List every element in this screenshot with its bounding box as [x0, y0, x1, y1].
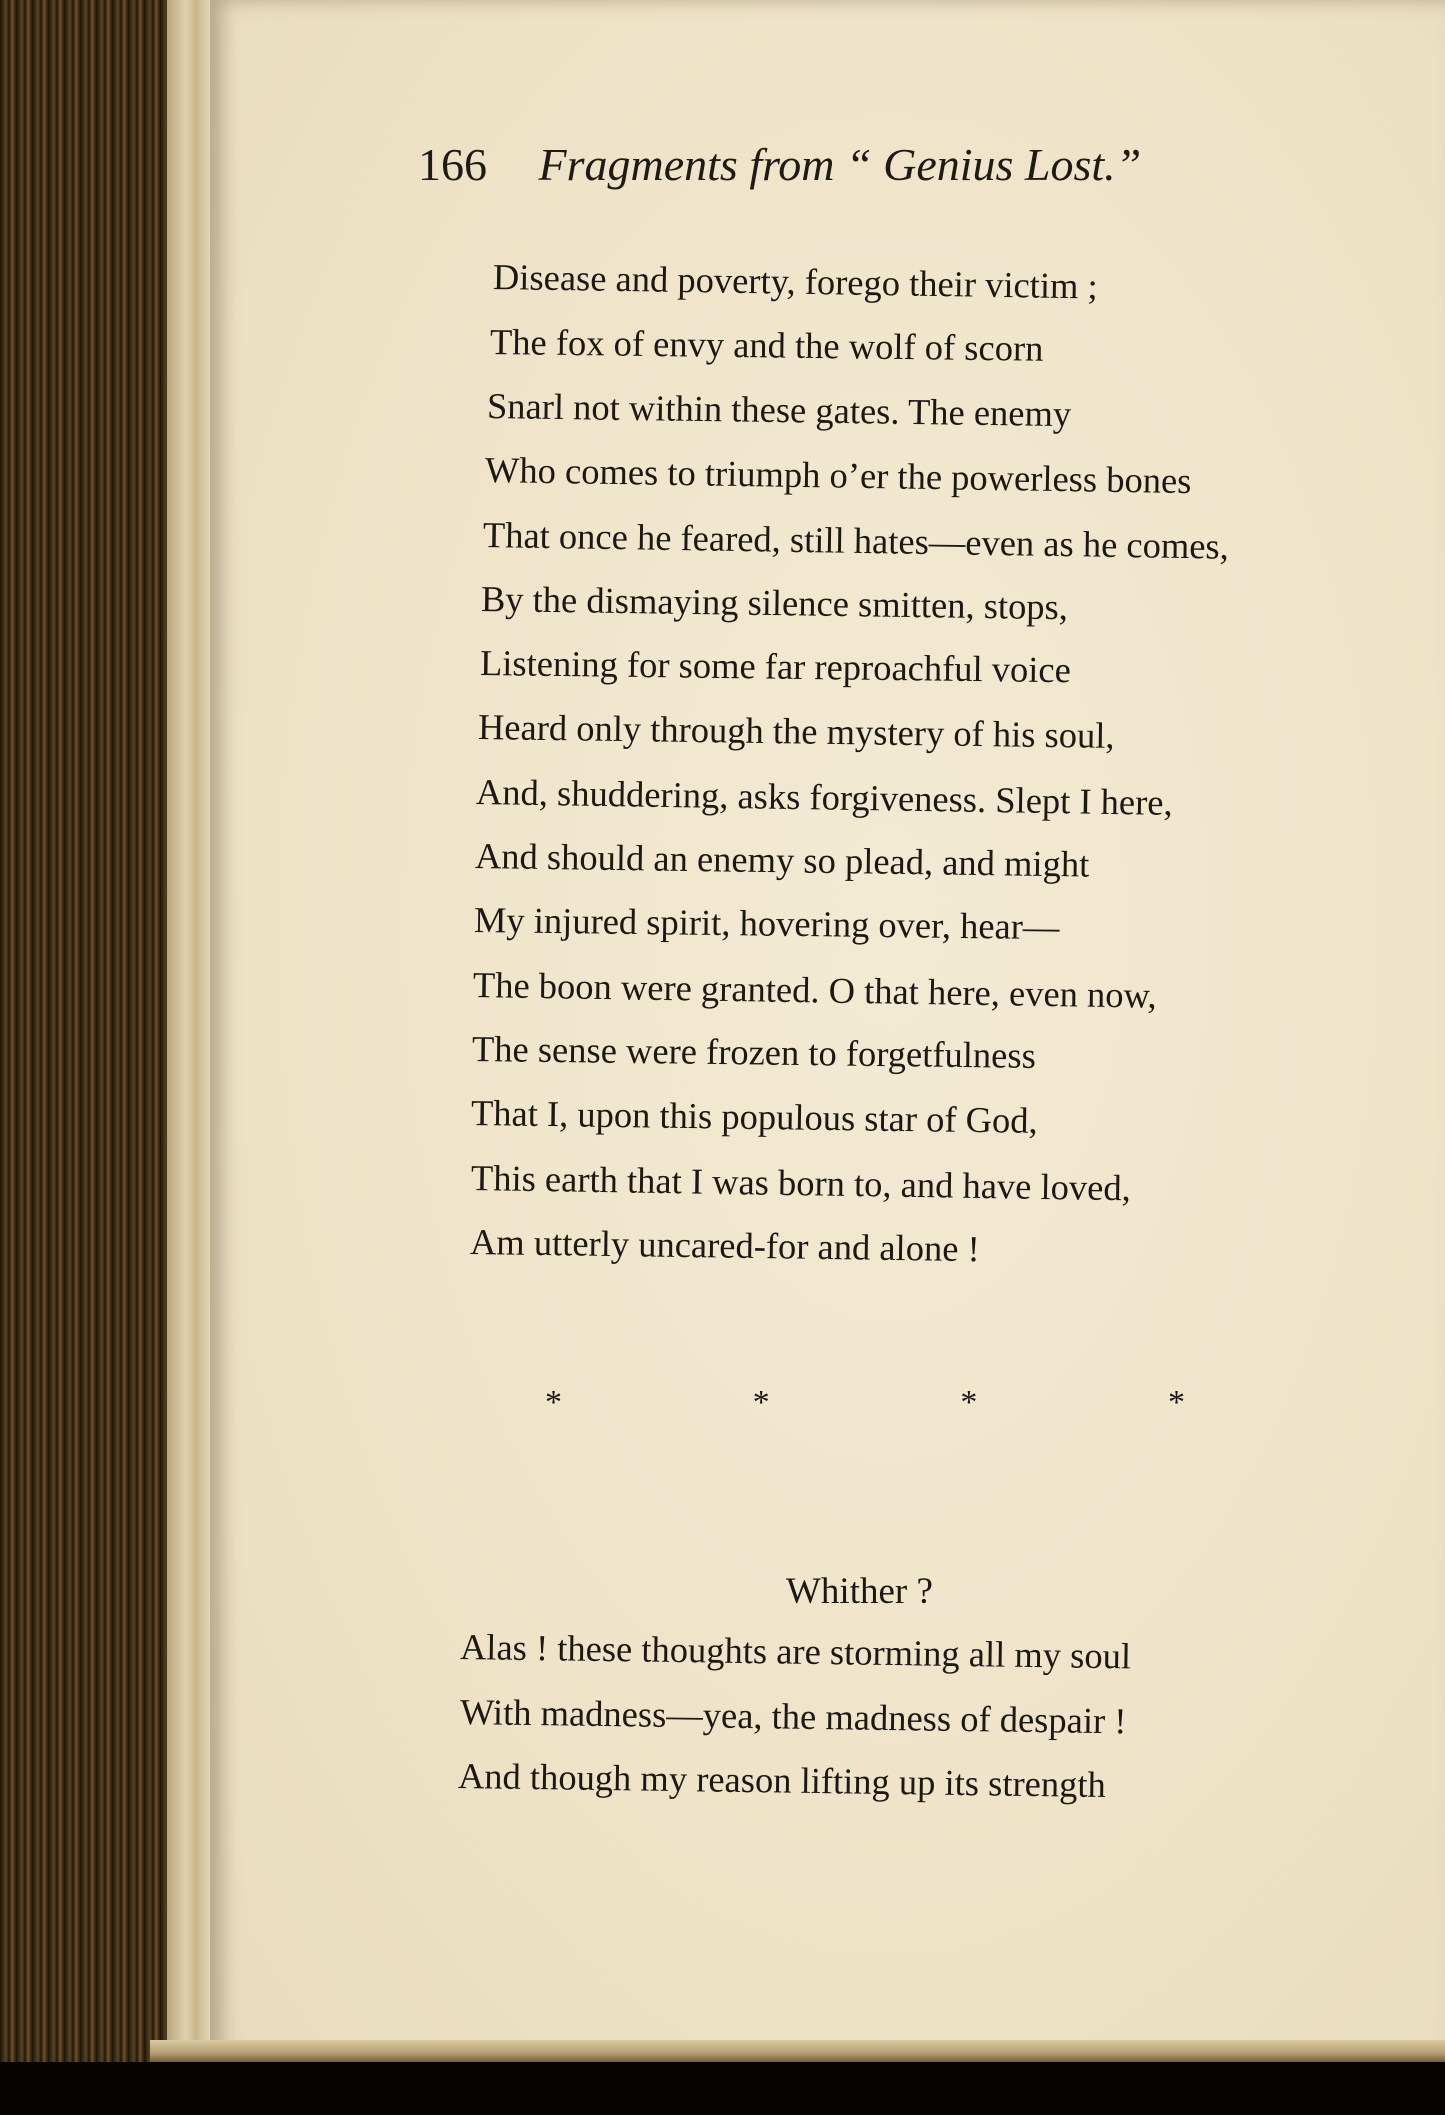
poem-line: And, shuddering, asks forgiveness. Slept I here, — [475, 771, 1174, 823]
poem-line: The boon were granted. O that here, even now, — [472, 964, 1158, 1016]
section-separator — [545, 1384, 1185, 1424]
separator-star: * — [960, 1384, 978, 1421]
poem-line: Heard only through the mystery of his soul, — [477, 706, 1115, 756]
poem-line: And though my reason lifting up its strength — [457, 1755, 1107, 1806]
poem-line: That once he feared, still hates—even as he comes, — [482, 514, 1230, 567]
page-number: 166 — [418, 139, 487, 190]
poem-line: Snarl not within these gates. The enemy — [486, 385, 1072, 435]
separator-star: * — [1167, 1384, 1185, 1421]
poem-line: And should an enemy so plead, and might — [474, 835, 1090, 885]
poem-line: Alas ! these thoughts are storming all my soul — [459, 1626, 1132, 1677]
poem-line: Who comes to triumph o’er the powerless bones — [484, 449, 1192, 502]
poem-line: Disease and poverty, forego their victim ; — [492, 256, 1099, 307]
separator-star: * — [545, 1384, 562, 1421]
poem-line: The fox of envy and the wolf of scorn — [489, 321, 1044, 369]
poem-line: This earth that I was born to, and have loved, — [470, 1157, 1132, 1209]
poem-line: The sense were frozen to forgetfulness — [471, 1028, 1037, 1076]
poem-line: Listening for some far reproachful voice — [479, 642, 1072, 691]
running-head-title: Fragments from “ Genius Lost.” — [538, 139, 1142, 190]
separator-star: * — [752, 1384, 770, 1421]
section-title: Whither ? — [786, 1571, 933, 1612]
poem-line: Am utterly uncared-for and alone ! — [469, 1221, 981, 1270]
poem-line: That I, upon this populous star of God, — [470, 1092, 1038, 1141]
poem-line: By the dismaying silence smitten, stops, — [480, 578, 1069, 628]
poem-line: My injured spirit, hovering over, hear— — [473, 899, 1060, 948]
poem-line: With madness—yea, the madness of despair ! — [459, 1691, 1127, 1742]
